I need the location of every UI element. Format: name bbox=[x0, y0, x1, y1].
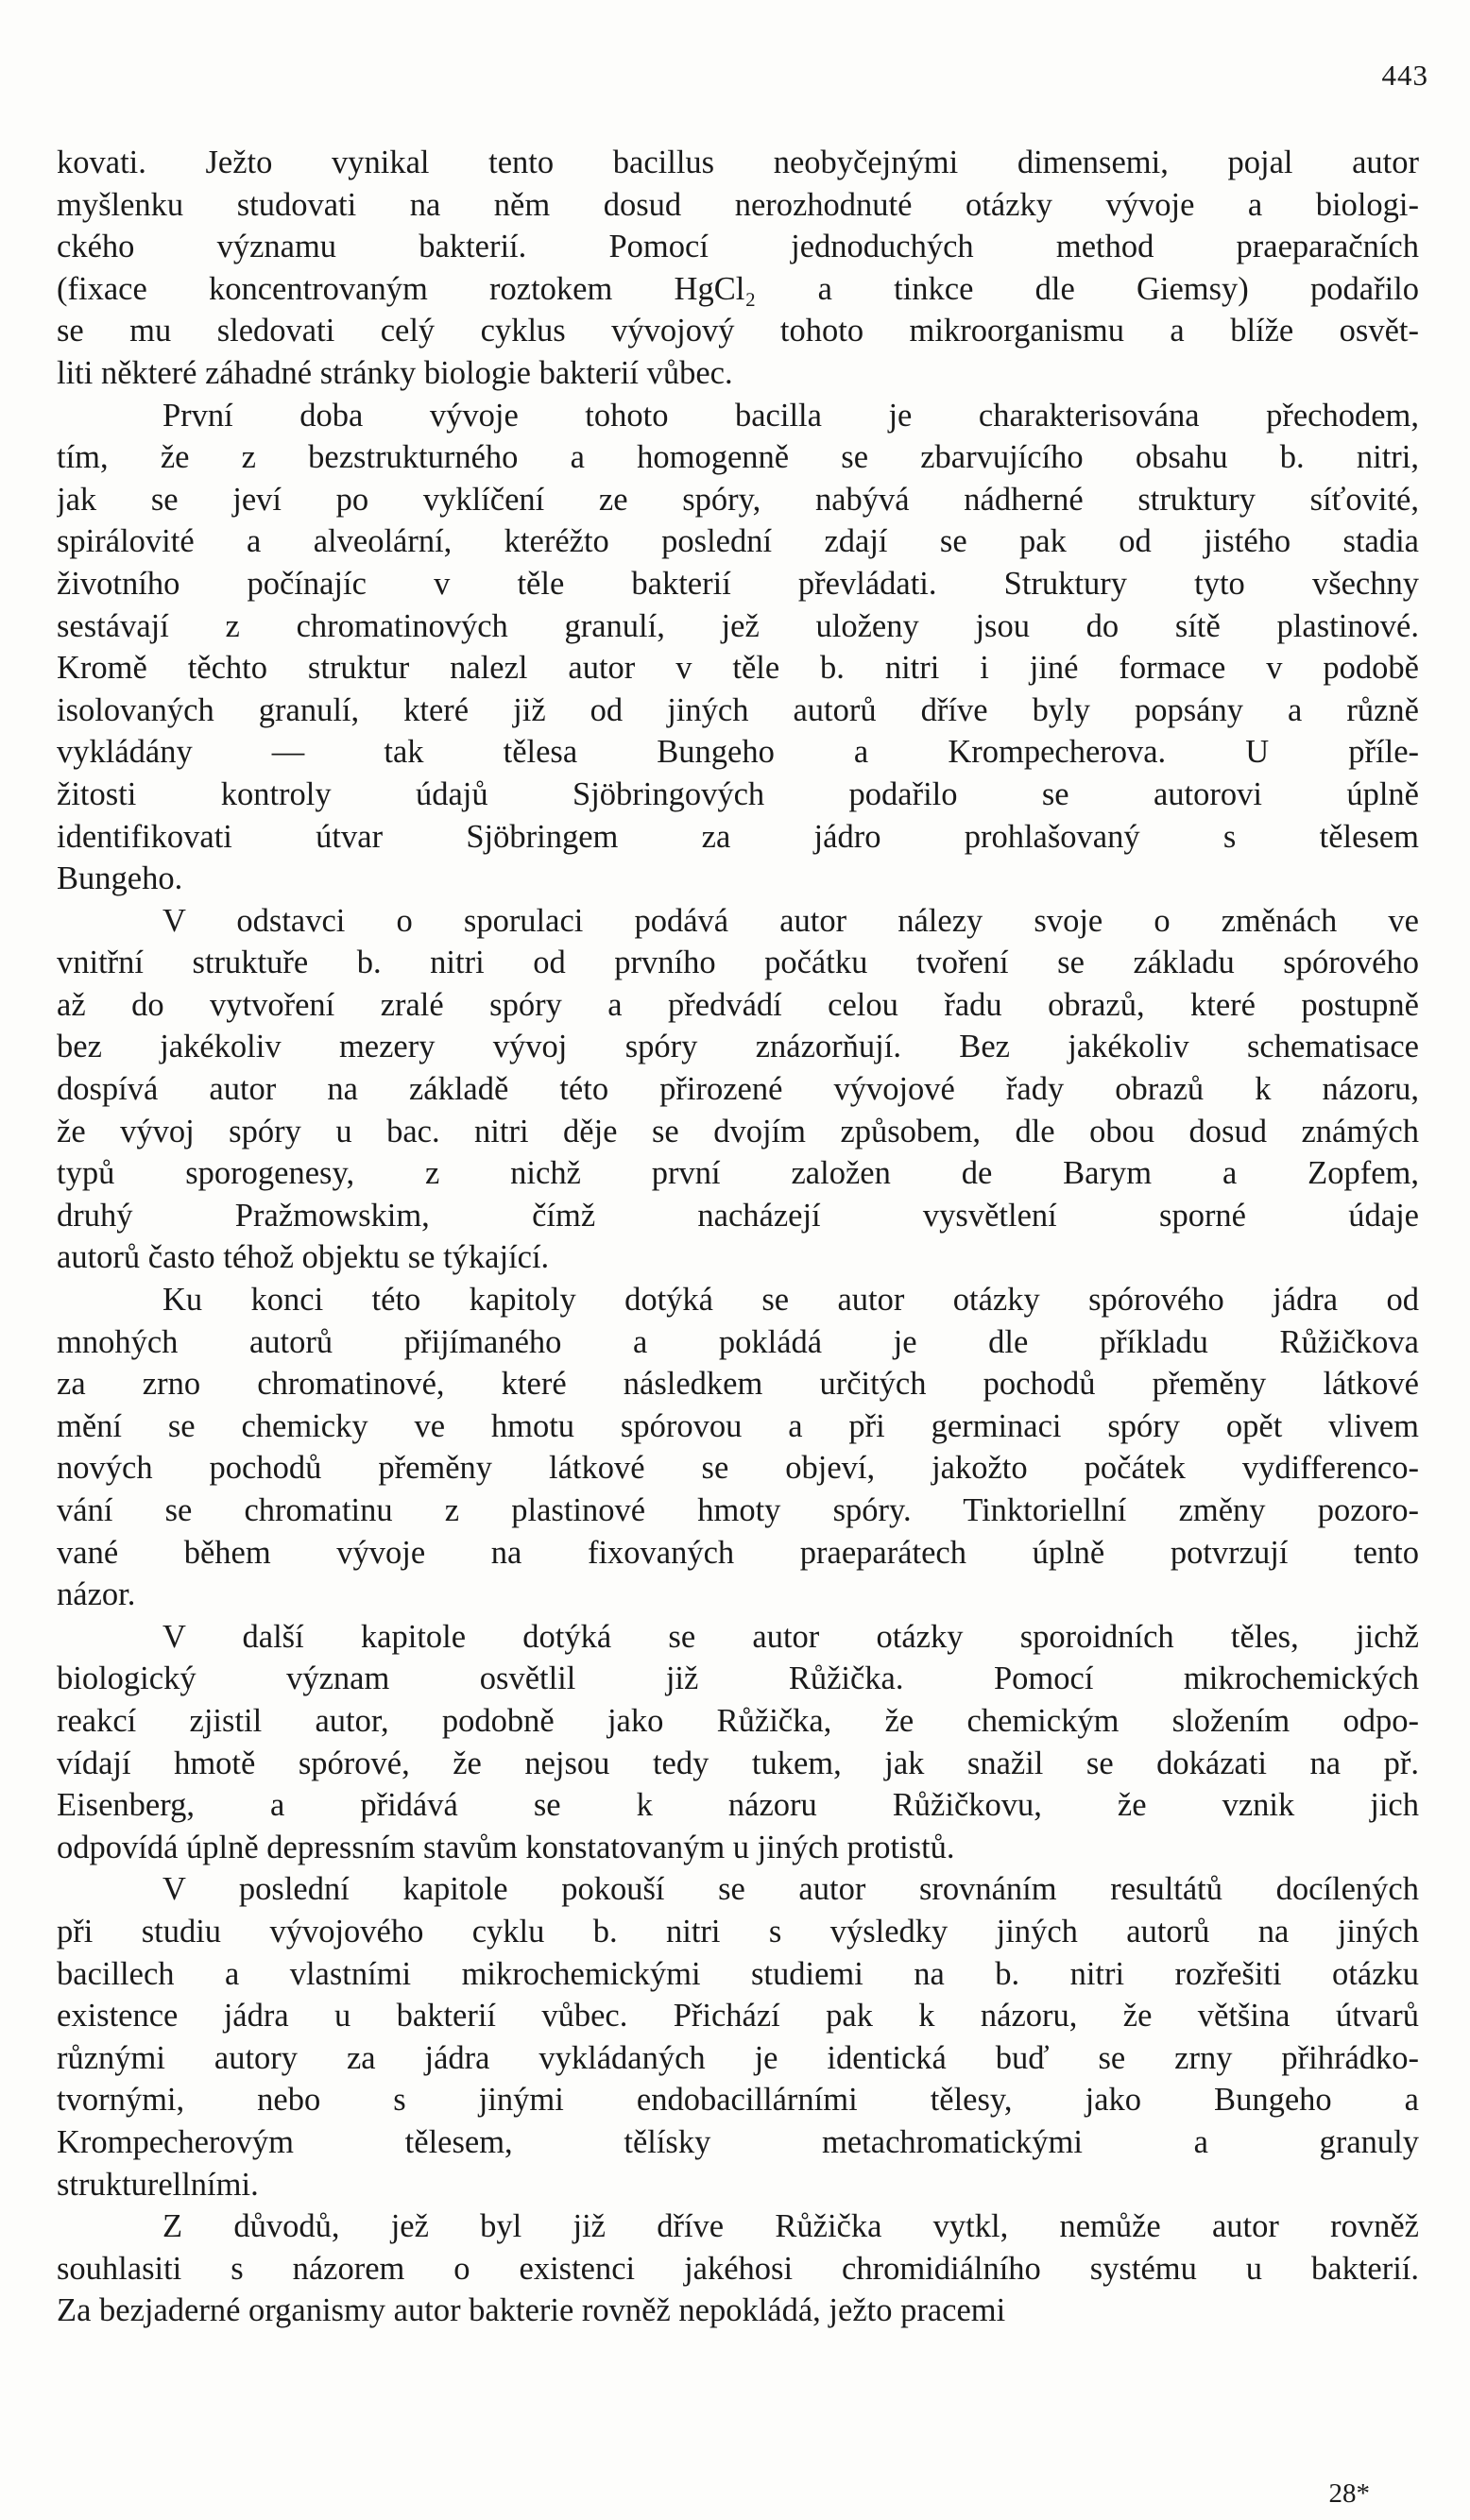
text-line: mění se chemicky ve hmotu spórovou a při germinaci spóry opět vlivem bbox=[57, 1407, 1419, 1444]
text-line: odpovídá úplně depressním stavům konstatovaným u jiných protistů. bbox=[57, 1829, 955, 1865]
text-line: tím, že z bezstrukturného a homogenně se zbarvujícího obsahu b. nitri, bbox=[57, 439, 1419, 476]
text-line: za zrno chromatinové, které následkem určitých pochodů přeměny látkové bbox=[57, 1366, 1419, 1403]
text-line: Za bezjaderné organismy autor bakterie rovněž nepokládá, ježto pracemi bbox=[57, 2292, 1006, 2329]
text-line: sestávají z chromatinových granulí, jež uloženy jsou do sítě plastinové. bbox=[57, 607, 1419, 644]
paragraph bbox=[57, 900, 1419, 1279]
text-line: názor. bbox=[57, 1576, 136, 1613]
paragraph bbox=[57, 1868, 1419, 2205]
text-line: isolovaných granulí, které již od jiných autorů dříve byly popsány a různě bbox=[57, 691, 1419, 728]
text-line: spirálovité a alveolární, kteréžto poslední zdají se pak od jistého stadia bbox=[57, 523, 1419, 560]
text-line: Krompecherovým tělesem, tělísky metachromatickými a granuly bbox=[57, 2123, 1419, 2160]
text-line: nových pochodů přeměny látkové se objeví, jakožto počátek vydifferenco- bbox=[57, 1450, 1419, 1487]
text-line: (fixace koncentrovaným roztokem HgCl₂ a tinkce dle Giemsy) podařilo bbox=[57, 270, 1419, 307]
text-line: V další kapitole dotýká se autor otázky sporoidních těles, jichž bbox=[162, 1618, 1419, 1655]
text-line: biologický význam osvětlil již Růžička. Pomocí mikrochemických bbox=[57, 1660, 1419, 1697]
text-line: vykládány — tak tělesa Bungeho a Krompecherova. U příle- bbox=[57, 734, 1419, 771]
paragraph bbox=[57, 1279, 1419, 1616]
sheet-signature: 28* bbox=[1328, 2478, 1370, 2509]
text-line: ckého významu bakterií. Pomocí jednoduchých method praeparačních bbox=[57, 229, 1419, 265]
text-line: mnohých autorů přijímaného a pokládá je dle příkladu Růžičkova bbox=[57, 1323, 1419, 1360]
text-line: reakcí zjistil autor, podobně jako Růžička, že chemickým složením odpo- bbox=[57, 1702, 1419, 1739]
text-line: Ku konci této kapitoly dotýká se autor otázky spórového jádra od bbox=[162, 1282, 1419, 1319]
text-line: druhý Pražmowskim, čímž nacházejí vysvětlení sporné údaje bbox=[57, 1197, 1419, 1234]
text-line: jak se jeví po vyklíčení ze spóry, nabývá nádherné struktury síťovité, bbox=[57, 481, 1419, 518]
text-line: autorů často téhož objektu se týkající. bbox=[57, 1239, 550, 1276]
text-line: vnitřní struktuře b. nitri od prvního počátku tvoření se základu spórového bbox=[57, 945, 1419, 981]
text-line: při studiu vývojového cyklu b. nitri s výsledky jiných autorů na jiných bbox=[57, 1913, 1419, 1950]
text-line: První doba vývoje tohoto bacilla je charakterisována přechodem, bbox=[162, 397, 1419, 434]
text-line: strukturellními. bbox=[57, 2166, 259, 2203]
text-line: dospívá autor na základě této přirozené vývojové řady obrazů k názoru, bbox=[57, 1071, 1419, 1108]
text-line: Bungeho. bbox=[57, 860, 183, 897]
text-line: se mu sledovati celý cyklus vývojový tohoto mikroorganismu a blíže osvět- bbox=[57, 313, 1419, 349]
text-line: vídají hmotě spórové, že nejsou tedy tukem, jak snažil se dokázati na př. bbox=[57, 1745, 1419, 1781]
text-line: existence jádra u bakterií vůbec. Přichází pak k názoru, že většina útvarů bbox=[57, 1998, 1419, 2035]
text-line: různými autory za jádra vykládaných je identická buď se zrny přihrádko- bbox=[57, 2039, 1419, 2076]
text-line: životního počínajíc v těle bakterií převládati. Struktury tyto všechny bbox=[57, 565, 1419, 602]
text-line: Kromě těchto struktur nalezl autor v těle b. nitri i jiné formace v podobě bbox=[57, 650, 1419, 687]
text-line: myšlenku studovati na něm dosud nerozhodnuté otázky vývoje a biologi- bbox=[57, 186, 1419, 223]
page-number: 443 bbox=[1381, 59, 1428, 92]
text-line: až do vytvoření zralé spóry a předvádí celou řadu obrazů, které postupně bbox=[57, 986, 1419, 1023]
text-line: tvornými, nebo s jinými endobacillárními tělesy, jako Bungeho a bbox=[57, 2082, 1419, 2119]
body-text bbox=[57, 142, 1419, 2332]
text-line: typů sporogenesy, z nichž první založen de Barym a Zopfem, bbox=[57, 1155, 1419, 1192]
paragraph bbox=[57, 142, 1419, 395]
text-line: liti některé záhadné stránky biologie bakterií vůbec. bbox=[57, 354, 733, 391]
paragraph bbox=[57, 395, 1419, 900]
text-line: že vývoj spóry u bac. nitri děje se dvojím způsobem, dle obou dosud známých bbox=[57, 1113, 1419, 1149]
text-line: kovati. Ježto vynikal tento bacillus neobyčejnými dimensemi, pojal autor bbox=[57, 145, 1419, 180]
text-line: identifikovati útvar Sjöbringem za jádro prohlašovaný s tělesem bbox=[57, 818, 1419, 855]
text-line: bez jakékoliv mezery vývoj spóry znázorňují. Bez jakékoliv schematisace bbox=[57, 1029, 1419, 1065]
text-line: vané během vývoje na fixovaných praeparátech úplně potvrzují tento bbox=[57, 1534, 1419, 1571]
text-line: vání se chromatinu z plastinové hmoty spóry. Tinktoriellní změny pozoro- bbox=[57, 1492, 1419, 1528]
text-line: bacillech a vlastními mikrochemickými studiemi na b. nitri rozřešiti otázku bbox=[57, 1955, 1419, 1992]
text-line: žitosti kontroly údajů Sjöbringových podařilo se autorovi úplně bbox=[57, 775, 1419, 812]
text-line: Z důvodů, jež byl již dříve Růžička vytkl, nemůže autor rovněž bbox=[162, 2208, 1419, 2245]
text-line: Eisenberg, a přidává se k názoru Růžičkovu, že vznik jich bbox=[57, 1787, 1419, 1824]
paragraph bbox=[57, 1616, 1419, 1869]
text-line: V poslední kapitole pokouší se autor srovnáním resultátů docílených bbox=[162, 1871, 1419, 1908]
text-line: V odstavci o sporulaci podává autor nálezy svoje o změnách ve bbox=[162, 902, 1419, 939]
paragraph bbox=[57, 2205, 1419, 2332]
text-line: souhlasiti s názorem o existenci jakéhosi chromidiálního systému u bakterií. bbox=[57, 2250, 1419, 2287]
